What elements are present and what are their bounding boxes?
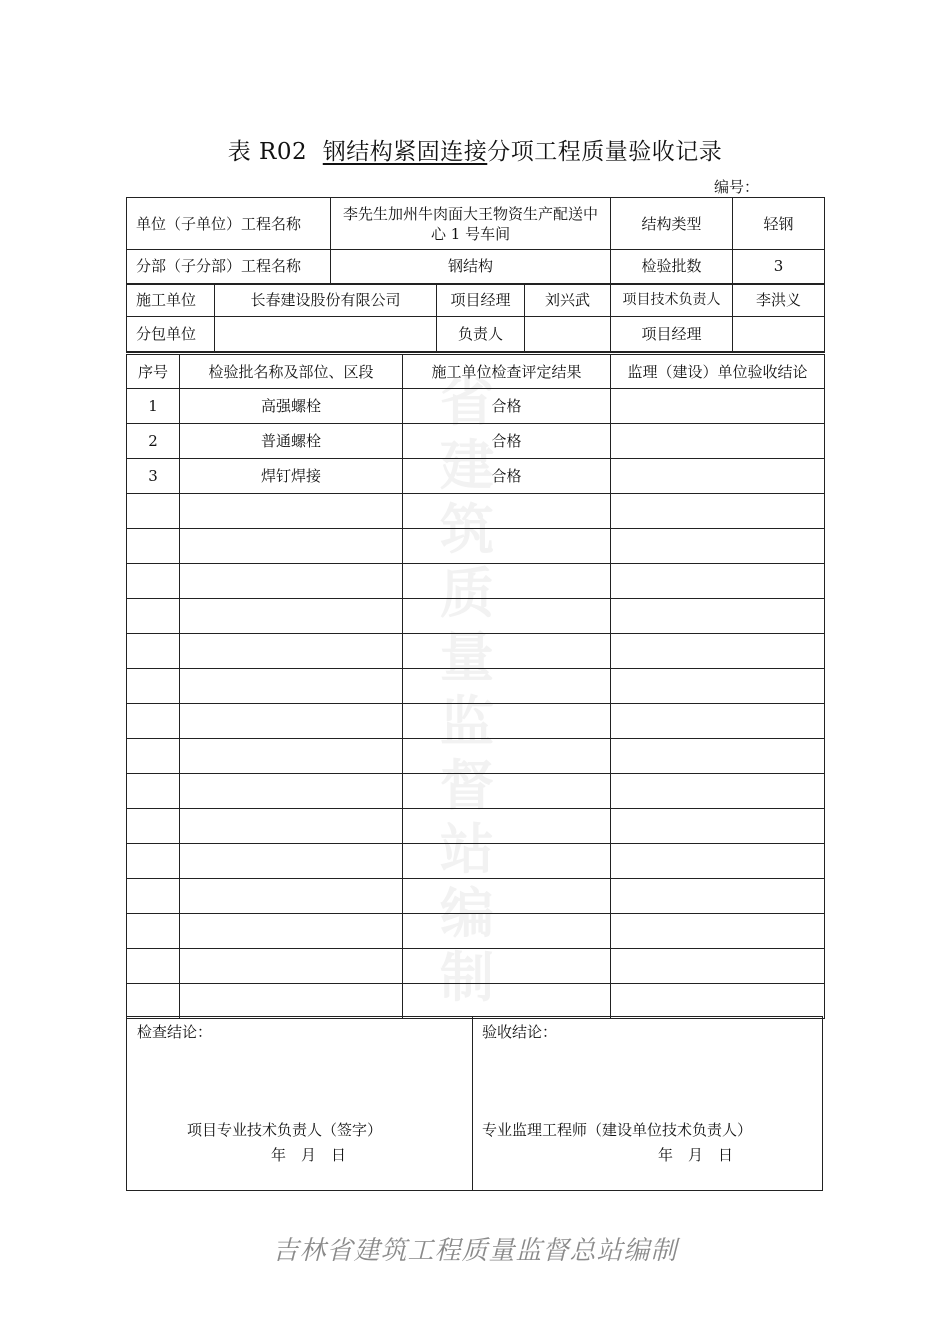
title-subject: 钢结构紧固连接 [322,139,488,165]
row-result [403,809,611,844]
conclusion-divider [472,1017,473,1190]
acceptance-signer: 专业监理工程师（建设单位技术负责人） [482,1121,753,1139]
row-no [127,879,180,914]
row-no [127,809,180,844]
row-conclusion [611,984,825,1019]
table-row [127,564,825,599]
tech-lead-label: 项目技术负责人 [611,284,733,317]
table-row [127,529,825,564]
row-result [403,774,611,809]
row-conclusion [611,879,825,914]
table-row [127,599,825,634]
row-name [180,704,403,739]
project-manager-label: 项目经理 [437,284,525,317]
col-header-name: 检验批名称及部位、区段 [180,355,403,389]
row-name [180,564,403,599]
row-result [403,704,611,739]
row-result: 合格 [403,459,611,494]
row-name [180,914,403,949]
row-name [180,669,403,704]
contractor-label: 施工单位 [127,284,215,317]
row-name [180,984,403,1019]
col-header-no: 序号 [127,355,180,389]
row-conclusion [611,424,825,459]
row-name: 焊钉焊接 [180,459,403,494]
row-name: 高强螺栓 [180,389,403,424]
row-result [403,949,611,984]
row-conclusion [611,704,825,739]
conclusion-section [126,1016,823,1191]
row-name [180,879,403,914]
row-conclusion [611,459,825,494]
table-row [127,809,825,844]
project-manager-value: 刘兴武 [525,284,611,317]
inspection-date: 年 月 日 [271,1146,347,1164]
title-suffix: 分项工程质量验收记录 [487,139,723,165]
sub-lead-value [525,317,611,352]
row-result [403,529,611,564]
row-result [403,564,611,599]
row-conclusion [611,844,825,879]
row-conclusion [611,914,825,949]
row-no: 2 [127,424,180,459]
structure-type-label: 结构类型 [611,198,733,250]
row-conclusion [611,739,825,774]
row-no [127,774,180,809]
table-row [127,424,825,459]
row-result [403,739,611,774]
row-name [180,844,403,879]
row-result [403,599,611,634]
row-no [127,564,180,599]
row-result [403,494,611,529]
row-result [403,879,611,914]
sub-pm-value [733,317,825,352]
contractor-value: 长春建设股份有限公司 [215,284,437,317]
row-conclusion [611,809,825,844]
batch-count-label: 检验批数 [611,250,733,284]
sub-project-value: 钢结构 [331,250,611,284]
row-conclusion [611,949,825,984]
row-name: 普通螺栓 [180,424,403,459]
sub-pm-label: 项目经理 [611,317,733,352]
footer-issuer: 吉林省建筑工程质量监督总站编制 [272,1236,678,1266]
row-no [127,634,180,669]
table-row [127,634,825,669]
row-result: 合格 [403,389,611,424]
structure-type-value: 轻钢 [733,198,825,250]
row-conclusion [611,669,825,704]
sub-project-label: 分部（子分部）工程名称 [127,250,331,284]
row-result [403,844,611,879]
table-row [127,494,825,529]
row-name [180,529,403,564]
unit-project-label: 单位（子单位）工程名称 [127,198,331,250]
table-row [127,704,825,739]
table-row [127,459,825,494]
title-prefix: 表 R02 [227,139,308,165]
table-row [127,949,825,984]
header-table [126,197,825,353]
row-no: 3 [127,459,180,494]
row-no: 1 [127,389,180,424]
row-conclusion [611,494,825,529]
row-no [127,669,180,704]
row-name [180,599,403,634]
row-name [180,949,403,984]
row-no [127,494,180,529]
row-name [180,774,403,809]
table-row [127,774,825,809]
subcontractor-label: 分包单位 [127,317,215,352]
row-conclusion [611,774,825,809]
row-no [127,844,180,879]
unit-project-value: 李先生加州牛肉面大王物资生产配送中心 1 号车间 [331,198,611,250]
row-conclusion [611,389,825,424]
col-header-result: 施工单位检查评定结果 [403,355,611,389]
row-no [127,984,180,1019]
table-row [127,389,825,424]
row-name [180,494,403,529]
row-result [403,669,611,704]
batch-count-value: 3 [733,250,825,284]
inspection-signer: 项目专业技术负责人（签字） [187,1121,383,1139]
serial-number-label: 编号： [714,178,760,196]
tech-lead-value: 李洪义 [733,284,825,317]
row-no [127,739,180,774]
row-no [127,914,180,949]
row-no [127,949,180,984]
table-row [127,739,825,774]
row-name [180,634,403,669]
row-conclusion [611,529,825,564]
row-name [180,739,403,774]
form-title [0,133,950,166]
row-result [403,914,611,949]
table-row [127,844,825,879]
row-conclusion [611,634,825,669]
inspection-conclusion-label: 检查结论： [137,1023,213,1041]
watermark: 省建筑质量监督站编制 [440,370,494,1009]
sub-lead-label: 负责人 [437,317,525,352]
table-row [127,669,825,704]
table-row [127,879,825,914]
subcontractor-value [215,317,437,352]
row-name [180,809,403,844]
inspection-batch-table [126,354,825,1019]
row-conclusion [611,564,825,599]
row-result [403,634,611,669]
row-no [127,704,180,739]
row-result [403,984,611,1019]
table-row [127,984,825,1019]
row-no [127,529,180,564]
acceptance-conclusion-label: 验收结论： [482,1023,558,1041]
row-no [127,599,180,634]
row-result: 合格 [403,424,611,459]
acceptance-date: 年 月 日 [658,1146,734,1164]
table-row [127,914,825,949]
row-conclusion [611,599,825,634]
col-header-conclusion: 监理（建设）单位验收结论 [611,355,825,389]
